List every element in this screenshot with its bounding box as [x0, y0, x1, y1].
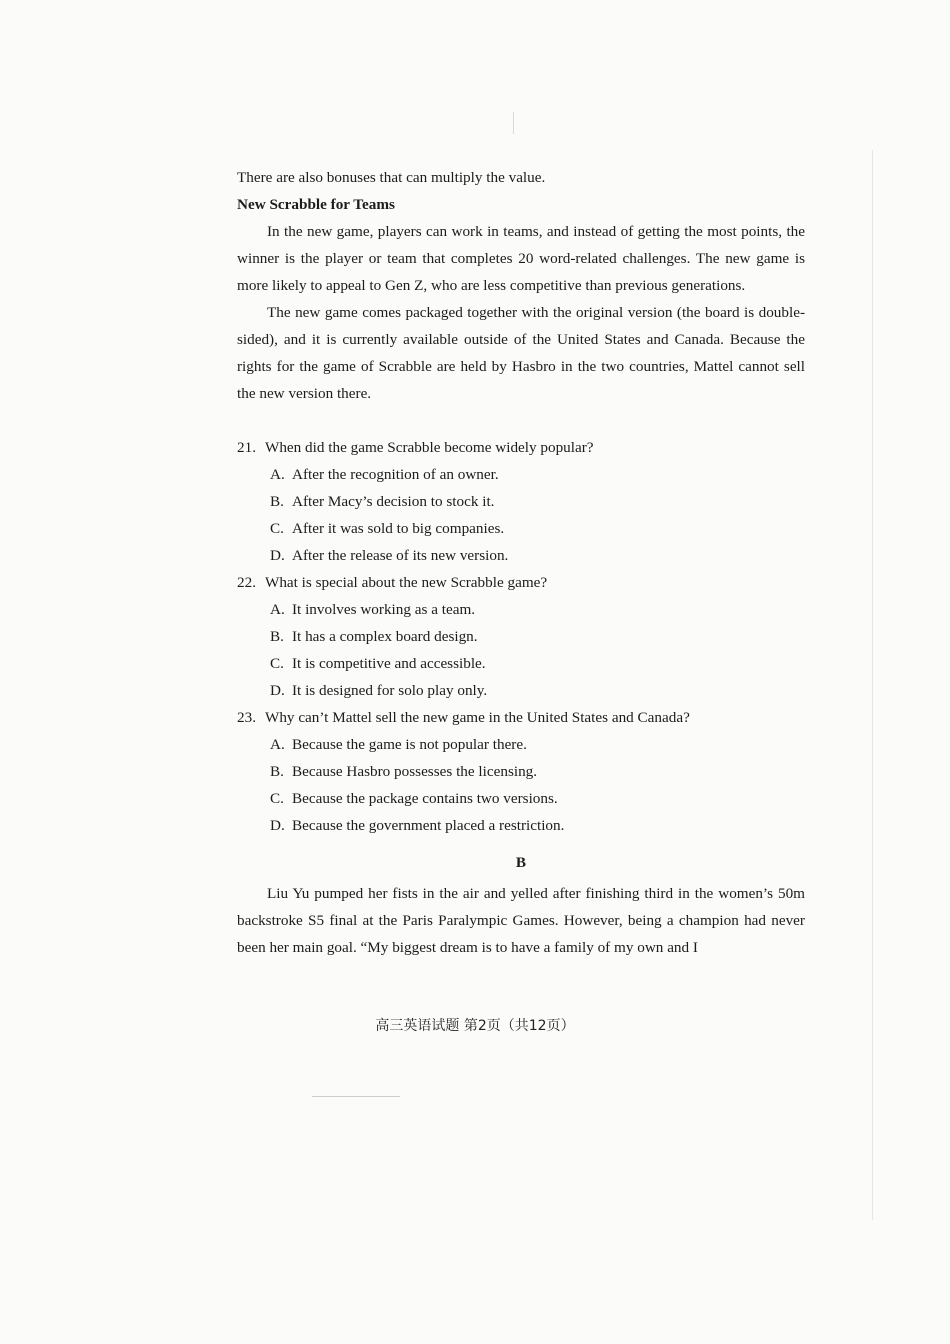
question-stem [237, 704, 805, 731]
option-letter: A. [270, 736, 285, 753]
question-22 [237, 569, 805, 704]
page-footer: 高三英语试题 第2页（共12页） [375, 1018, 575, 1034]
scan-mark-bottom [312, 1096, 400, 1097]
passage-b-paragraph-1: Liu Yu pumped her fists in the air and yelled after finishing third in the women’s 50m backstroke S5 final at the Paris Paralympic Games. However, being a champion had never been her main goal. “My biggest dream is to have a family of my own and I [237, 885, 805, 956]
question-number: 21. [237, 439, 256, 456]
option-letter: C. [270, 520, 284, 537]
question-stem [237, 569, 805, 596]
option-letter: C. [270, 655, 284, 672]
option-text: It has a complex board design. [292, 628, 478, 645]
option-letter: D. [270, 682, 285, 699]
option-text: It is designed for solo play only. [292, 682, 488, 699]
scan-mark-right [872, 150, 873, 1220]
option-text: Because the government placed a restriction. [292, 817, 565, 834]
section-heading: New Scrabble for Teams [237, 196, 395, 213]
intro-line: There are also bonuses that can multiply the value. [237, 169, 546, 186]
option-letter: D. [270, 547, 285, 564]
option-text: After the recognition of an owner. [292, 466, 499, 483]
option-d[interactable] [237, 812, 805, 839]
option-text: After it was sold to big companies. [292, 520, 505, 537]
question-text: Why can’t Mattel sell the new game in the United States and Canada? [265, 709, 690, 726]
option-text: Because the game is not popular there. [292, 736, 527, 753]
option-a[interactable] [237, 596, 805, 623]
option-c[interactable] [237, 785, 805, 812]
option-letter: B. [270, 493, 284, 510]
option-b[interactable] [237, 623, 805, 650]
page-content [237, 164, 805, 961]
option-letter: B. [270, 763, 284, 780]
option-text: It is competitive and accessible. [292, 655, 486, 672]
option-letter: B. [270, 628, 284, 645]
question-text: What is special about the new Scrabble game? [265, 574, 548, 591]
question-stem [237, 434, 805, 461]
question-number: 22. [237, 574, 256, 591]
option-c[interactable] [237, 650, 805, 677]
option-text: Because Hasbro possesses the licensing. [292, 763, 538, 780]
option-letter: A. [270, 601, 285, 618]
option-a[interactable] [237, 731, 805, 758]
question-text: When did the game Scrabble become widely popular? [265, 439, 594, 456]
option-letter: C. [270, 790, 284, 807]
passage-paragraph-1: In the new game, players can work in teams, and instead of getting the most points, the winner is the player or team that completes 20 word-related challenges. The new game is more likely to appeal to Gen Z, who are less competitive than previous generations. [237, 223, 805, 294]
option-d[interactable] [237, 677, 805, 704]
option-a[interactable] [237, 461, 805, 488]
option-b[interactable] [237, 488, 805, 515]
question-23 [237, 704, 805, 839]
option-text: It involves working as a team. [292, 601, 476, 618]
option-text: Because the package contains two versions. [292, 790, 558, 807]
option-text: After Macy’s decision to stock it. [292, 493, 495, 510]
section-letter-b: B [515, 854, 527, 871]
option-b[interactable] [237, 758, 805, 785]
spacer [237, 407, 805, 434]
question-21 [237, 434, 805, 569]
question-number: 23. [237, 709, 256, 726]
scan-mark-top [513, 112, 514, 134]
passage-paragraph-2: The new game comes packaged together with the original version (the board is double-sided), and it is currently available outside of the United States and Canada. Because the rights for the game of Scrabble are held by Hasbro in the two countries, Mattel cannot sell the new version there. [237, 304, 805, 402]
option-letter: A. [270, 466, 285, 483]
option-d[interactable] [237, 542, 805, 569]
option-letter: D. [270, 817, 285, 834]
option-text: After the release of its new version. [292, 547, 509, 564]
option-c[interactable] [237, 515, 805, 542]
